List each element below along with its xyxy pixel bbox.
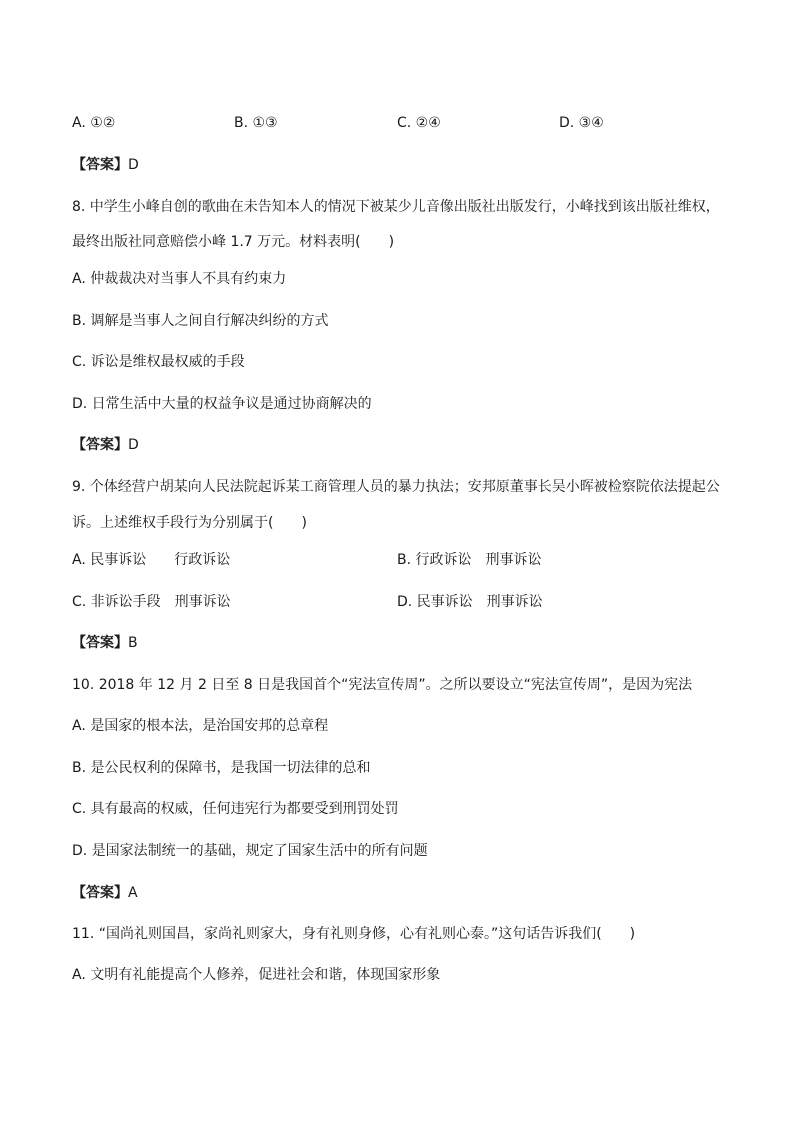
q9-option-c: C. 非诉讼手段 刑事诉讼 — [72, 594, 231, 610]
answer-value: D — [128, 157, 139, 173]
q8-option-d: D. 日常生活中大量的权益争议是通过协商解决的 — [72, 396, 372, 412]
q9-answer — [72, 634, 138, 652]
q8-stem-line2: 最终出版社同意赔偿小峰 1.7 万元。材料表明( ) — [72, 234, 395, 250]
q8-answer — [72, 436, 139, 454]
q10-answer — [72, 884, 138, 902]
q10-option-a: A. 是国家的根本法，是治国安邦的总章程 — [72, 718, 329, 734]
q7-answer — [72, 156, 139, 174]
q11-stem-line1: 11. “国尚礼则国昌，家尚礼则家大，身有礼则身修，心有礼则心泰。”这句话告诉我们( ) — [72, 926, 636, 942]
q7-option-a: A. ①② — [72, 115, 116, 131]
q10-option-c: C. 具有最高的权威，任何违宪行为都要受到刑罚处罚 — [72, 801, 399, 817]
q11-option-a: A. 文明有礼能提高个人修养，促进社会和谐，体现国家形象 — [72, 967, 441, 983]
q8-option-c: C. 诉讼是维权最权威的手段 — [72, 354, 245, 370]
answer-value: A — [128, 885, 138, 901]
q9-option-a: A. 民事诉讼 行政诉讼 — [72, 552, 231, 568]
q9-stem-line1: 9. 个体经营户胡某向人民法院起诉某工商管理人员的暴力执法；安邦原董事长吴小晖被检察院依法提起公 — [72, 479, 720, 495]
q7-option-b: B. ①③ — [234, 115, 278, 131]
answer-label: 【答案】 — [72, 157, 128, 173]
q7-option-c: C. ②④ — [397, 115, 441, 131]
q10-option-d: D. 是国家法制统一的基础，规定了国家生活中的所有问题 — [72, 843, 428, 859]
q10-stem-line1: 10. 2018 年 12 月 2 日至 8 日是我国首个“宪法宣传周”。之所以要设立“宪法宣传周”，是因为宪法 — [72, 677, 693, 693]
answer-label: 【答案】 — [72, 635, 128, 651]
q10-option-b: B. 是公民权利的保障书，是我国一切法律的总和 — [72, 760, 371, 776]
q8-option-a: A. 仲裁裁决对当事人不具有约束力 — [72, 271, 287, 287]
q7-option-d: D. ③④ — [559, 115, 604, 131]
answer-label: 【答案】 — [72, 885, 128, 901]
q8-stem-line1: 8. 中学生小峰自创的歌曲在未告知本人的情况下被某少儿音像出版社出版发行，小峰找到该出版社维权， — [72, 199, 720, 215]
q9-option-b: B. 行政诉讼 刑事诉讼 — [397, 552, 542, 568]
answer-value: D — [128, 437, 139, 453]
q8-option-b: B. 调解是当事人之间自行解决纠纷的方式 — [72, 313, 329, 329]
q9-option-d: D. 民事诉讼 刑事诉讼 — [397, 594, 543, 610]
answer-value: B — [128, 635, 138, 651]
q9-stem-line2: 诉。上述维权手段行为分别属于( ) — [72, 515, 307, 531]
answer-label: 【答案】 — [72, 437, 128, 453]
